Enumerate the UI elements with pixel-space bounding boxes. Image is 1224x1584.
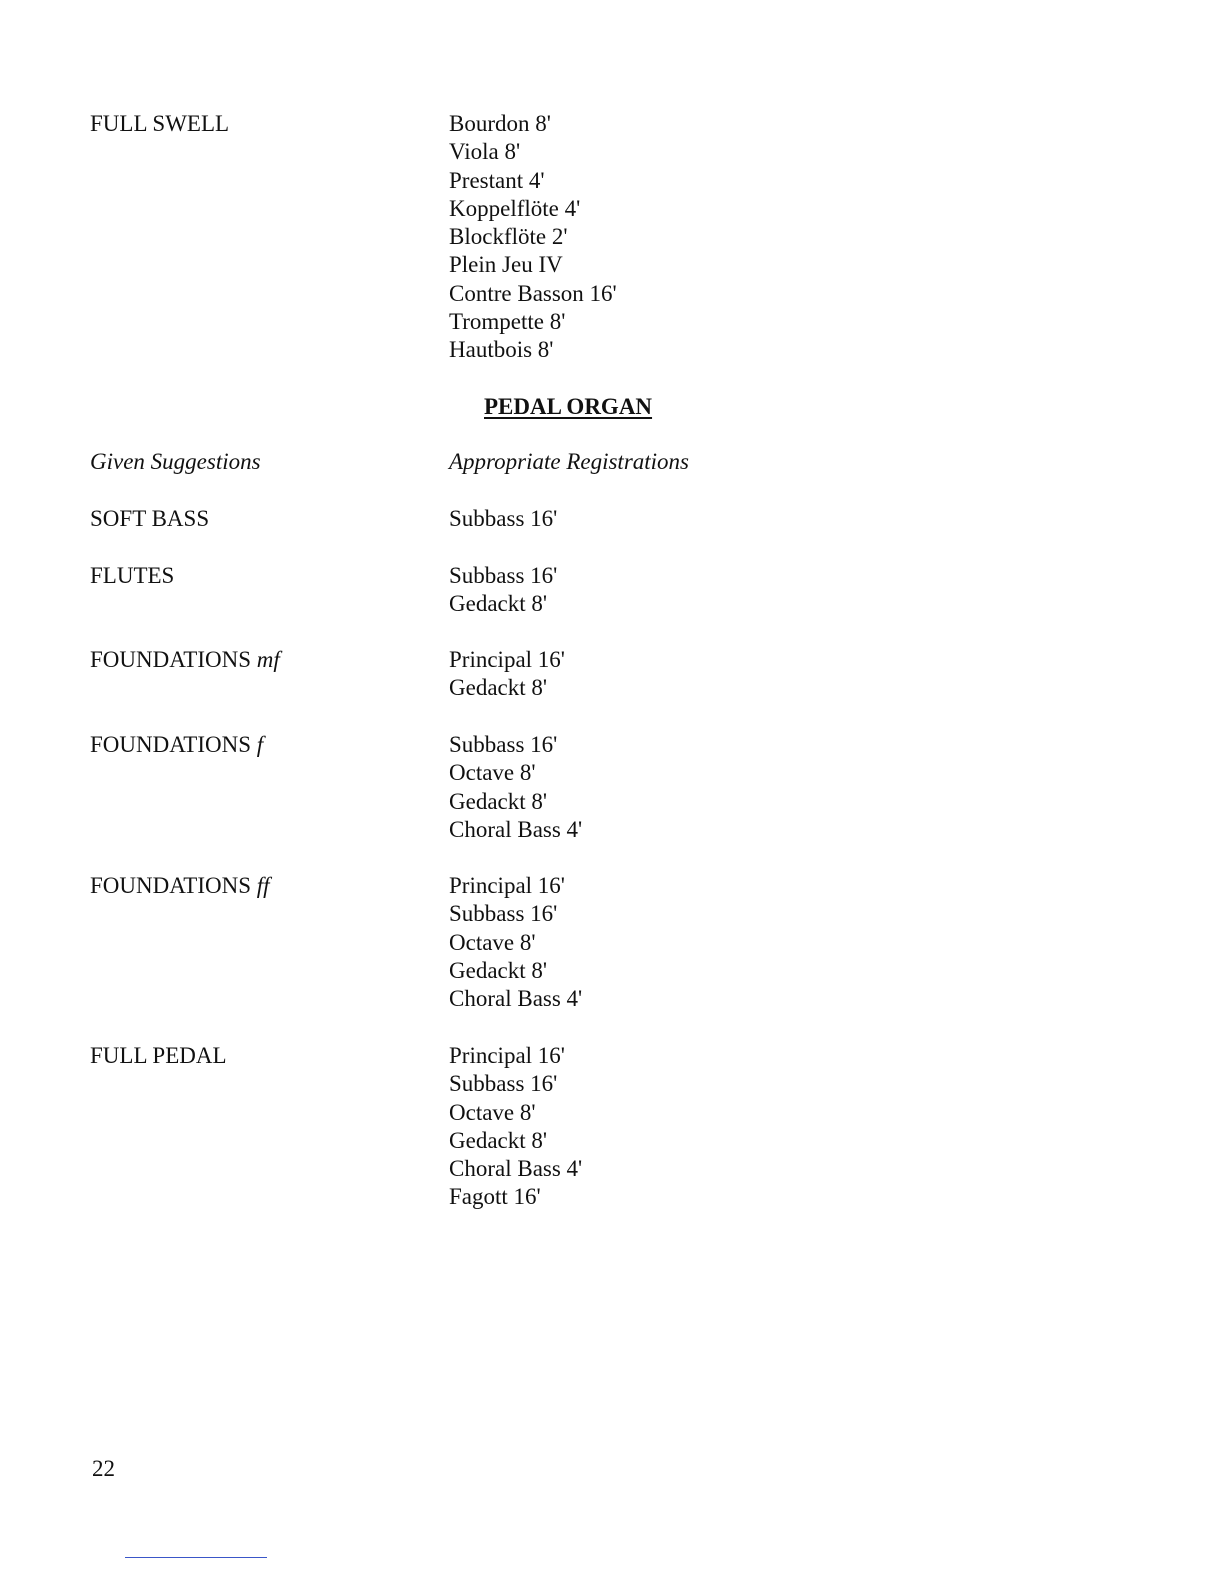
registration-stops [449, 872, 582, 1013]
stop-item: Principal 16' [449, 1043, 565, 1068]
stop-item: Subbass 16' [449, 506, 558, 531]
full-swell-label: FULL SWELL [90, 111, 230, 136]
stop-item: Hautbois 8' [449, 337, 554, 363]
registration-stops [449, 646, 565, 703]
stop-item: Principal 16' [449, 647, 565, 672]
given-suggestions-header: Given Suggestions [90, 449, 261, 474]
stop-item: Viola 8' [449, 139, 521, 165]
stop-item: Gedackt 8' [449, 1127, 548, 1153]
stop-item: Bourdon 8' [449, 111, 551, 136]
stop-item: Trompette 8' [449, 309, 566, 335]
dynamic-marking: mf [256, 647, 280, 672]
dynamic-marking: ff [256, 873, 270, 898]
stop-item: Choral Bass 4' [449, 1156, 583, 1182]
footer-rule [125, 1557, 267, 1558]
registration-stops [449, 731, 582, 844]
label-text: FOUNDATIONS [90, 732, 257, 757]
pedal-organ-title: PEDAL ORGAN [484, 394, 653, 419]
registration-stops [449, 505, 557, 533]
stop-item: Koppelflöte 4' [449, 195, 581, 221]
stop-item: Octave 8' [449, 929, 536, 955]
page-number: 22 [92, 1456, 115, 1481]
stop-item: Subbass 16' [449, 732, 558, 757]
stop-item: Gedackt 8' [449, 675, 548, 701]
registration-label [90, 646, 280, 674]
full-swell-stops [449, 110, 617, 365]
appropriate-registrations-header: Appropriate Registrations [449, 449, 690, 474]
registration-label [90, 872, 270, 900]
registration-label [90, 731, 263, 759]
stop-item: Subbass 16' [449, 1071, 558, 1097]
stop-item: Blockflöte 2' [449, 224, 568, 250]
stop-item: Choral Bass 4' [449, 816, 583, 842]
label-text: SOFT BASS [90, 506, 210, 531]
stop-item: Gedackt 8' [449, 788, 548, 814]
registration-stops [449, 1042, 582, 1212]
label-text: FOUNDATIONS [90, 647, 257, 672]
stop-item: Gedackt 8' [449, 591, 548, 617]
stop-item: Gedackt 8' [449, 957, 548, 983]
registration-label [90, 562, 174, 590]
stop-item: Principal 16' [449, 873, 565, 898]
stop-item: Octave 8' [449, 760, 536, 786]
label-text: FLUTES [90, 563, 175, 588]
stop-item: Subbass 16' [449, 901, 558, 927]
stop-item: Choral Bass 4' [449, 986, 583, 1012]
stop-item: Subbass 16' [449, 563, 558, 588]
stop-item: Plein Jeu IV [449, 252, 563, 278]
dynamic-marking: f [256, 732, 264, 757]
registration-label [90, 505, 209, 533]
registration-label [90, 1042, 227, 1070]
stop-item: Contre Basson 16' [449, 280, 617, 306]
registration-stops [449, 562, 557, 619]
label-text: FULL PEDAL [90, 1043, 227, 1068]
stop-item: Octave 8' [449, 1099, 536, 1125]
stop-item: Prestant 4' [449, 167, 545, 193]
stop-item: Fagott 16' [449, 1184, 541, 1210]
label-text: FOUNDATIONS [90, 873, 257, 898]
